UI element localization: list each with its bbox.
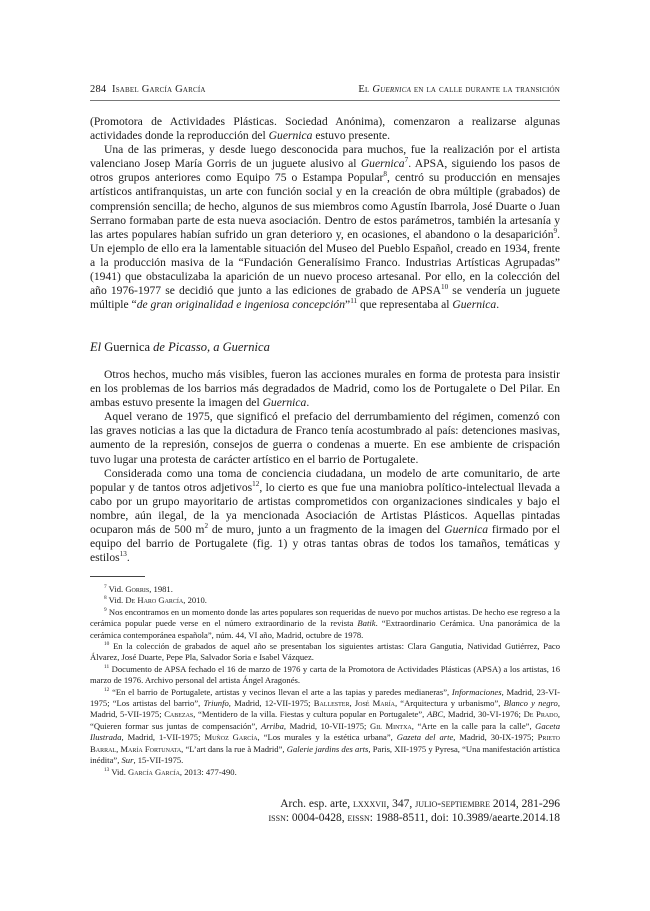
- footnote: $^9$ Nos encontramos en un momento donde las artes populares son requeridas de nuevo por muchos artistas. De hecho ese regreso a la cerámica popular puede verse en el número extraordinario de la revista Batik. “Extraordinario Cerámica. Una panorámica de la cerámica contemporánea española”, núm. 44, VI año, Madrid, octubre de 1978.: [90, 606, 561, 640]
- footnote-ref: 9: [553, 226, 558, 235]
- paragraph: Una de las primeras, y desde luego desconocida para muchos, fue la realización por el artista valenciano Josep María Gorris de un juguete alusivo al Guernica$^7$. APSA, siguiendo los pasos de otros grupos anteriores como Equipo 75 o Estampa Popular$^8$, centró su producción en mensajes artísticos antifranquistas, un arte con función social y en la creación de obra múltiple (grabados) de comprensión sencilla; de hecho, algunos de sus miembros como Agustín Ibarrola, José Duarte o Juan Serrano formaban parte de esta nueva asociación. Dentro de estos parámetros, también la artesanía y las artes populares habían sufrido un gran deterioro y, en ocasiones, el abandono o la desaparición$^9$. Un ejemplo de ello era la lamentable situación del Museo del Pueblo Español, creado en 1934, frente a la producción masiva de la “Fundación Generalísimo Franco. Industrias Artísticas Agrupadas” (1941) que obstaculizaba la aparición de un nuevo proceso artesanal. Por ello, en la colección del año 1976-1977 se decidió que junto a las ediciones de grabado de APSA$^{10}$ se vendería un juguete múltiple “de gran originalidad e ingeniosa concepción”$^{11}$ que representaba al Guernica.: [90, 143, 560, 312]
- footnote: $^7$ Vid. Gorris, 1981.: [104, 584, 173, 594]
- footnote: $^{11}$ Documento de APSA fechado el 16 de marzo de 1976 y carta de la Promotora de Actividades Plásticas (APSA) a los artistas, 16 marzo de 1976. Archivo personal del artista Ángel Aragonés.: [90, 663, 560, 686]
- footnote-ref: 8: [383, 170, 388, 179]
- footnote-ref: 13: [119, 550, 127, 559]
- footnote: $^{12}$ “En el barrio de Portugalete, artistas y vecinos llevan el arte a las tapias y paredes medianeras”, Informaciones, Madrid, 23-VI-1975; “Los artistas del barrio”, Triunfo, Madrid, 12-VII-1975; Ballester, José María, “Arquitectura y urbanismo”, Blanco y negro, Madrid, 5-VII-1975; Cabezas, “Mentidero de la villa. Fiestas y cultura popular en Portugalete”, ABC, Madrid, 30-VI-1976; De Prado, “Quieren formar sus juntas de compensación”, Arriba, Madrid, 10-VII-1975; Gil Mintxa, “Arte en la calle para la calle”, Gaceta Ilustrada, Madrid, 1-VII-1975; Muñoz García, “Los murales y la estética urbana”, Gazeta del arte, Madrid, 30-IX-1975; Prieto Barral, María Fortunata, “L’art dans la rue à Madrid”, Galerie jardins des arts, Paris, XII-1975 y Pyresa, “Una manifestación artística inédita”, Sur, 15-VII-1975.: [90, 686, 560, 766]
- header-left: [90, 84, 206, 95]
- footnote-ref: 11: [350, 297, 358, 306]
- footnotes: [90, 584, 560, 778]
- footnote-divider: [90, 576, 145, 577]
- footnote-ref: 12: [252, 479, 260, 488]
- issn-line: issn: 0004-0428, eissn: 1988-8511, doi: 10.3989/aearte.2014.18: [268, 812, 560, 825]
- section-heading: El Guernica de Picasso, a Guernica: [90, 340, 270, 354]
- footnote-ref: 10: [440, 283, 449, 292]
- page-number: 284: [90, 84, 107, 95]
- paragraph: Aquel verano de 1975, que significó el prefacio del derrumbamiento del régimen, comenzó con las graves noticias a las que la dictadura de Franco tenía acostumbrado al país: detenciones masivas, aumento de la represión, consejos de guerra o condenas a muerte. En ese ambiente de crispación tuvo lugar una protesta de carácter artístico en el barrio de Portugalete.: [90, 410, 560, 466]
- footnote: $^{10}$ En la colección de grabados de aquel año se presentaban los siguientes artistas: Clara Gangutia, Natividad Gutiérrez, Paco Álvarez, José Duarte, Pepe Pla, Salvador Soria e Isabel Vázquez.: [90, 641, 561, 663]
- header-title: El Guernica en la calle durante la transición: [358, 84, 560, 95]
- journal-footer: [269, 797, 560, 826]
- paragraph: (Promotora de Actividades Plásticas. Sociedad Anónima), comenzaron a realizarse algunas actividades donde la reproducción del Guernica estuvo presente.: [90, 115, 560, 143]
- footnote: $^{13}$ Vid. García García, 2013: 477-490.: [104, 766, 237, 777]
- paragraph: Otros hechos, mucho más visibles, fueron las acciones murales en forma de protesta para insistir en los problemas de los barrios más degradados de Madrid, como los de Portugalete o Del Pilar. En ambas estuvo presente la imagen del Guernica.: [90, 368, 560, 410]
- citation-line: Arch. esp. arte, lxxxvii, 347, julio-septiembre 2014, 281-296: [280, 798, 560, 810]
- paragraph: Considerada como una toma de conciencia ciudadana, un modelo de arte comunitario, de arte popular y de tantos otros adjetivos$^{12}$, lo cierto es que fue una maniobra político-intelectual llevada a cabo por un grupo mayoritario de artistas comprometidos con organizaciones sindicales y bajo el nombre, aún ilegal, de la ya mencionada Asociación de Artistas Plásticos. Aquellas pintadas ocuparon más de 500 $m^2$ de muro, junto a un fragmento de la imagen del Guernica firmado por el equipo del barrio de Portugalete (fig. 1) y otras tantas obras de todos los tamaños, temáticas y estilos$^{13}$.: [90, 466, 561, 565]
- running-header: [90, 82, 560, 101]
- body-text-section: [90, 368, 560, 565]
- footnote-ref: 7: [404, 156, 409, 165]
- footnote: $^8$ Vid. De Haro García, 2010.: [104, 595, 207, 606]
- superscript: 2: [204, 522, 209, 531]
- body-text-top: [90, 115, 560, 312]
- header-author: Isabel García García: [112, 84, 206, 95]
